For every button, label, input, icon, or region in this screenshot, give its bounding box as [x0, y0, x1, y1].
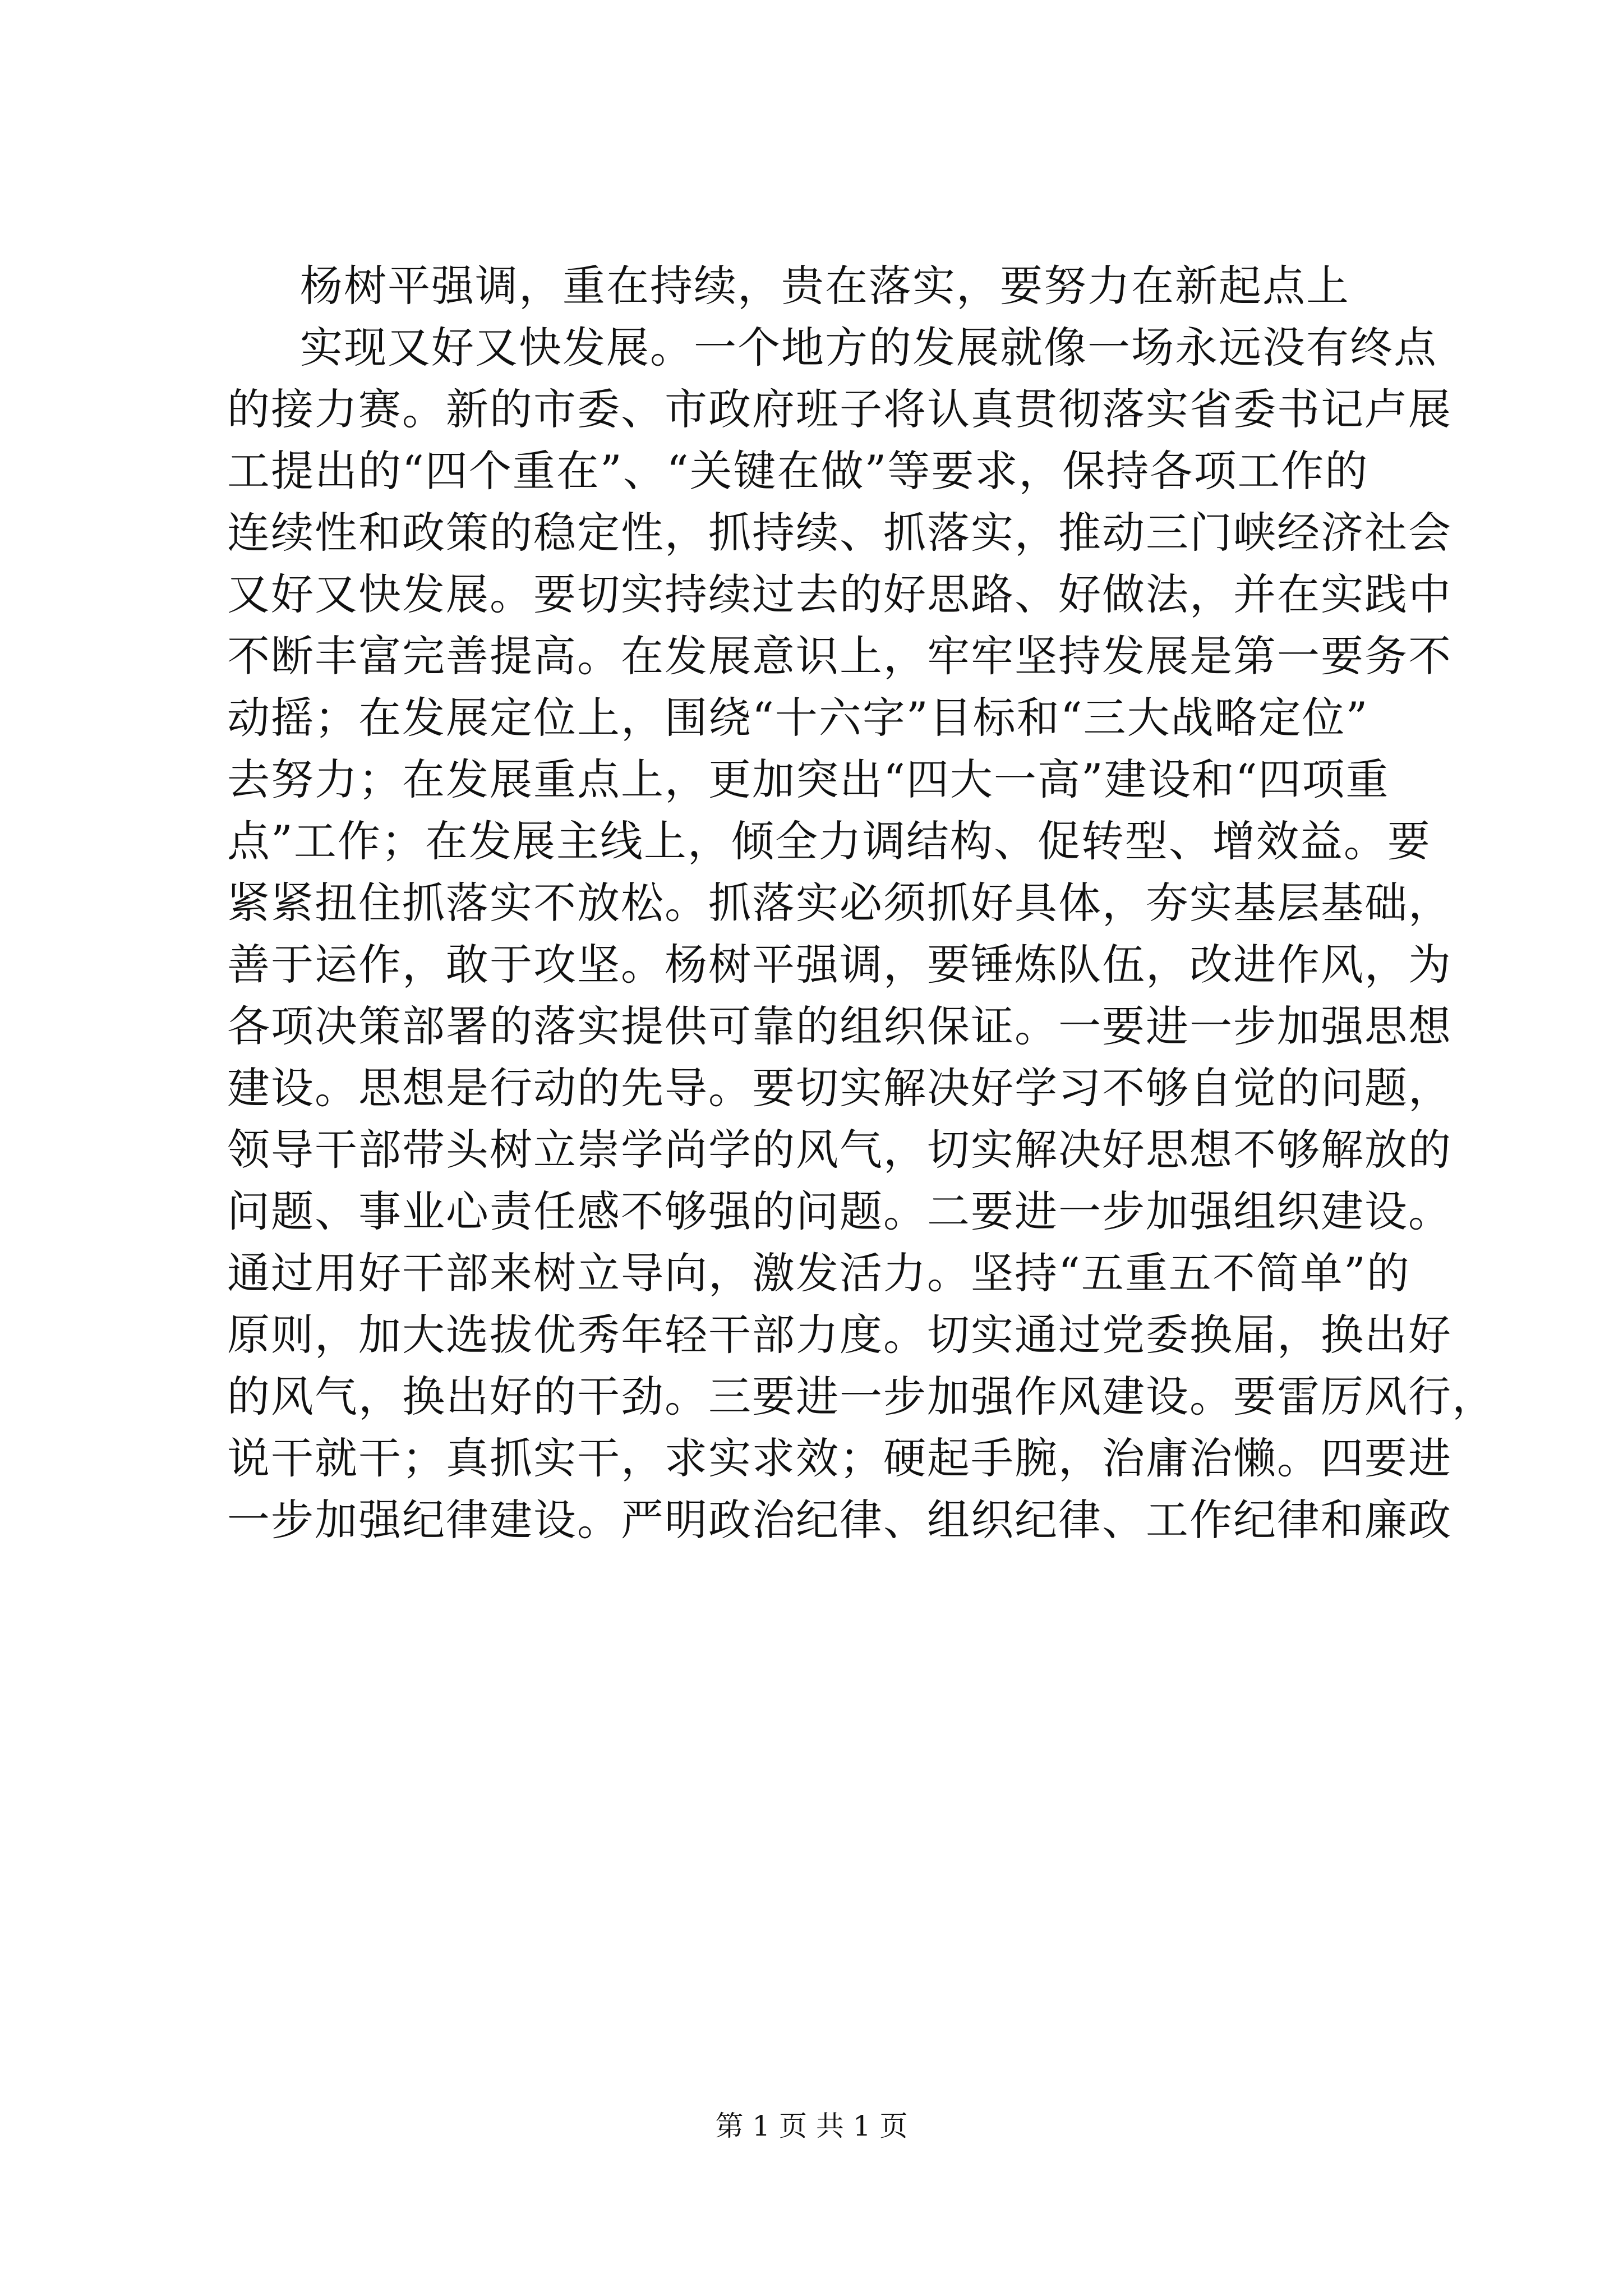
- text-line: 实现又好又快发展。一个地方的发展就像一场永远没有终点: [300, 323, 1437, 372]
- text-line: 一步加强纪律建设。严明政治纪律、组织纪律、工作纪律和廉政: [227, 1495, 1452, 1545]
- text-line: 建设。思想是行动的先导。要切实解决好学习不够自觉的问题，: [227, 1063, 1452, 1113]
- text-line: 连续性和政策的稳定性，抓持续、抓落实，推动三门峡经济社会: [227, 508, 1452, 558]
- text-line: 各项决策部署的落实提供可靠的组织保证。一要进一步加强思想: [227, 1001, 1452, 1051]
- text-line: 不断丰富完善提高。在发展意识上，牢牢坚持发展是第一要务不: [227, 631, 1452, 681]
- text-line: 工提出的“四个重在”、“关键在做”等要求，保持各项工作的: [227, 446, 1369, 496]
- text-line: 说干就干；真抓实干，求实求效；硬起手腕，治庸治懒。四要进: [227, 1433, 1452, 1483]
- text-line: 问题、事业心责任感不够强的问题。二要进一步加强组织建设。: [227, 1186, 1452, 1236]
- text-line: 原则，加大选拔优秀年轻干部力度。切实通过党委换届，换出好: [227, 1310, 1452, 1360]
- text-line: 杨树平强调，重在持续，贵在落实，要努力在新起点上: [300, 261, 1350, 311]
- text-line: 领导干部带头树立崇学尚学的风气，切实解决好思想不够解放的: [227, 1125, 1452, 1175]
- text-line: 动摇；在发展定位上，围绕“十六字”目标和“三大战略定位”: [227, 693, 1369, 743]
- text-line: 去努力；在发展重点上，更加突出“四大一高”建设和“四项重: [227, 754, 1390, 804]
- text-line: 善于运作，敢于攻坚。杨树平强调，要锤炼队伍，改进作风，为: [227, 940, 1452, 990]
- text-line: 点”工作；在发展主线上，倾全力调结构、促转型、增效益。要: [227, 816, 1431, 866]
- text-line: 的风气，换出好的干劲。三要进一步加强作风建设。要雷厉风行，: [227, 1372, 1496, 1421]
- page-footer: 第 1 页 共 1 页: [715, 2110, 908, 2142]
- text-line: 的接力赛。新的市委、市政府班子将认真贯彻落实省委书记卢展: [227, 384, 1452, 434]
- text-line: 紧紧扭住抓落实不放松。抓落实必须抓好具体，夯实基层基础，: [227, 878, 1452, 928]
- text-line: 又好又快发展。要切实持续过去的好思路、好做法，并在实践中: [227, 569, 1452, 619]
- text-line: 通过用好干部来树立导向，激发活力。坚持“五重五不简单”的: [227, 1248, 1410, 1298]
